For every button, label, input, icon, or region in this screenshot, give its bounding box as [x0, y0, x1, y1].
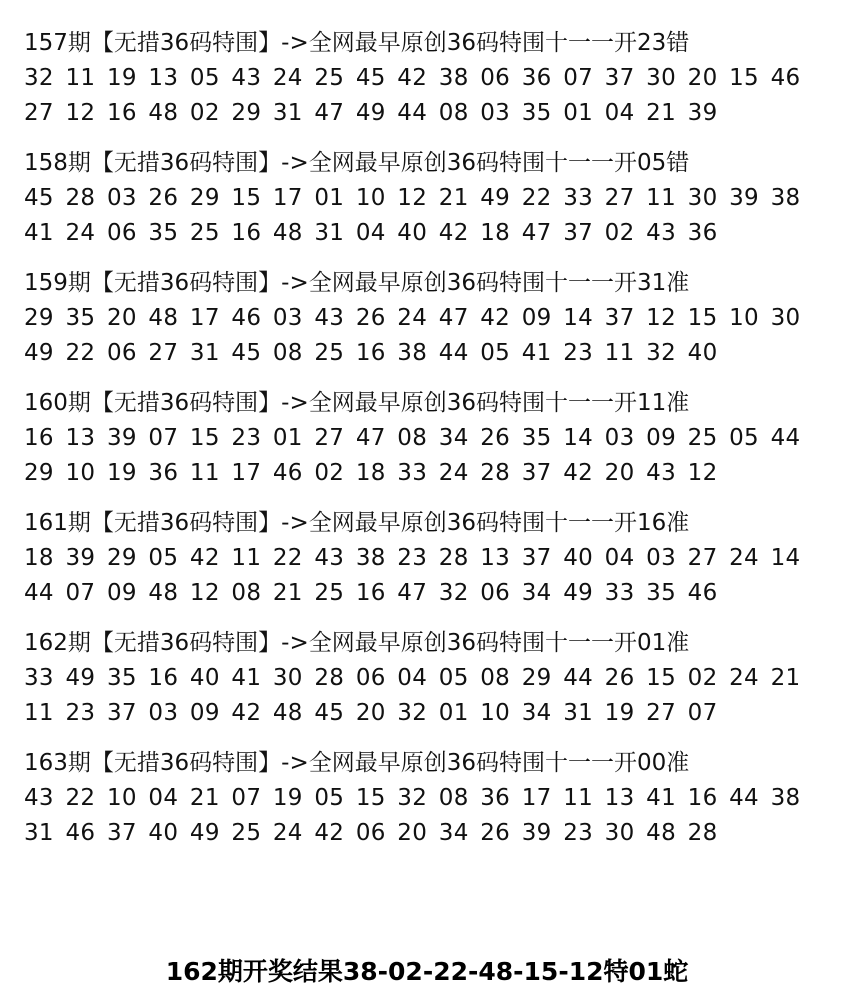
period-entry-162 [24, 626, 844, 746]
number-line-2: 41 24 06 35 25 16 48 31 04 40 42 18 47 37 02 43 36 [24, 220, 718, 246]
number-line-2: 44 07 09 48 12 08 21 25 16 47 32 06 34 49 33 35 46 [24, 580, 718, 606]
entry-header: 159期【无措36码特围】->全网最早原创36码特围十一一开31准 [24, 270, 690, 296]
period-entry-159 [24, 266, 844, 386]
number-line-1: 16 13 39 07 15 23 01 27 47 08 34 26 35 14 03 09 25 05 44 [24, 425, 801, 451]
number-line-1: 45 28 03 26 29 15 17 01 10 12 21 49 22 33 27 11 30 39 38 [24, 185, 801, 211]
entry-header: 157期【无措36码特围】->全网最早原创36码特围十一一开23错 [24, 30, 690, 56]
period-entry-158 [24, 146, 844, 266]
entry-header: 160期【无措36码特围】->全网最早原创36码特围十一一开11准 [24, 390, 690, 416]
number-line-2: 29 10 19 36 11 17 46 02 18 33 24 28 37 42 20 43 12 [24, 460, 718, 486]
number-line-1: 29 35 20 48 17 46 03 43 26 24 47 42 09 14 37 12 15 10 30 [24, 305, 801, 331]
entry-header: 161期【无措36码特围】->全网最早原创36码特围十一一开16准 [24, 510, 690, 536]
number-line-1: 43 22 10 04 21 07 19 05 15 32 08 36 17 11 13 41 16 44 38 [24, 785, 801, 811]
prediction-list [24, 26, 844, 866]
period-entry-161 [24, 506, 844, 626]
number-line-1: 33 49 35 16 40 41 30 28 06 04 05 08 29 44 26 15 02 24 21 [24, 665, 801, 691]
number-line-2: 27 12 16 48 02 29 31 47 49 44 08 03 35 01 04 21 39 [24, 100, 718, 126]
draw-result-footer: 162期开奖结果38-02-22-48-15-12特01蛇 [165, 957, 689, 986]
period-entry-163 [24, 746, 844, 866]
period-entry-160 [24, 386, 844, 506]
entry-header: 162期【无措36码特围】->全网最早原创36码特围十一一开01准 [24, 630, 690, 656]
entry-header: 158期【无措36码特围】->全网最早原创36码特围十一一开05错 [24, 150, 690, 176]
number-line-1: 18 39 29 05 42 11 22 43 38 23 28 13 37 40 04 03 27 24 14 [24, 545, 801, 571]
number-line-2: 31 46 37 40 49 25 24 42 06 20 34 26 39 23 30 48 28 [24, 820, 718, 846]
period-entry-157 [24, 26, 844, 146]
number-line-2: 11 23 37 03 09 42 48 45 20 32 01 10 34 31 19 27 07 [24, 700, 718, 726]
entry-header: 163期【无措36码特围】->全网最早原创36码特围十一一开00准 [24, 750, 690, 776]
number-line-1: 32 11 19 13 05 43 24 25 45 42 38 06 36 07 37 30 20 15 46 [24, 65, 801, 91]
number-line-2: 49 22 06 27 31 45 08 25 16 38 44 05 41 23 11 32 40 [24, 340, 718, 366]
